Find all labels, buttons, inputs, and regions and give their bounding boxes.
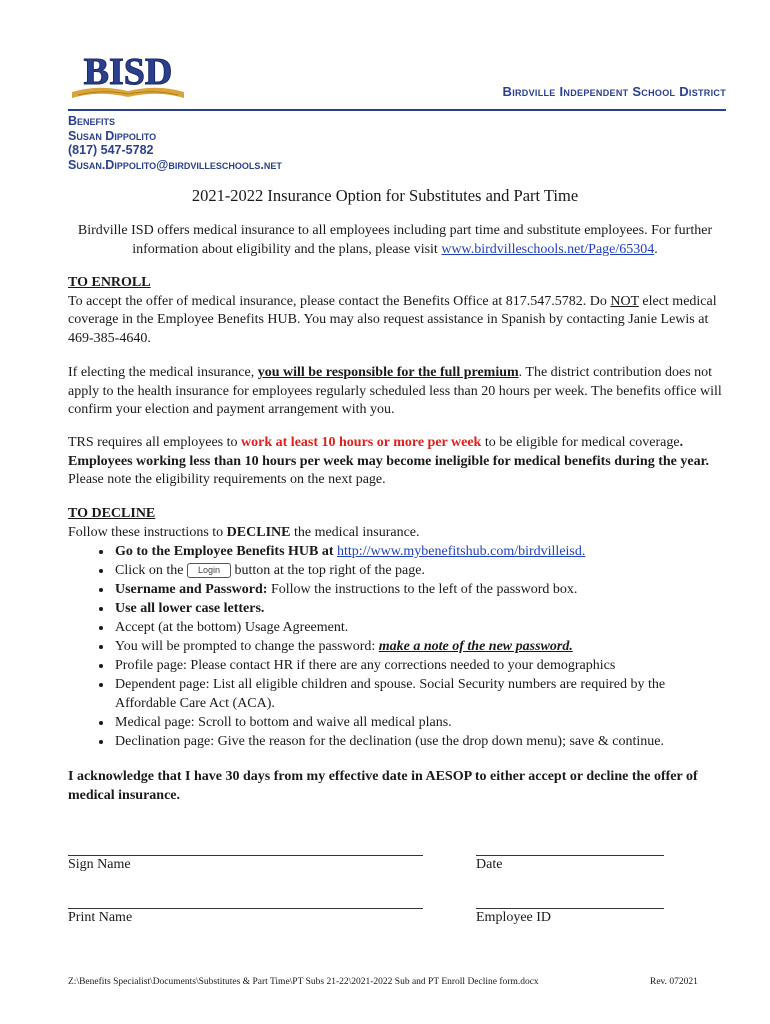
header-divider — [68, 109, 726, 111]
enroll-section — [68, 274, 728, 348]
step6-text: You will be prompted to change the password: — [115, 639, 379, 654]
decline-steps-list — [68, 542, 728, 751]
step4-text: Use all lower case letters. — [115, 601, 265, 616]
step10-text: Declination page: Give the reason for the declination (use the drop down menu); save & continue. — [115, 734, 664, 749]
logo-text: BISD — [83, 51, 173, 93]
trs-note: Please note the eligibility requirements on the next page. — [68, 472, 386, 487]
enroll-heading: TO ENROLL — [68, 275, 151, 290]
decline-intro — [68, 524, 728, 543]
decline-intro-rest: the medical insurance. — [290, 524, 420, 540]
decline-intro-text: Follow these instructions to — [68, 524, 227, 540]
benefits-page-link[interactable]: www.birdvilleschools.net/Page/65304 — [441, 242, 655, 257]
step2-text: Click on the — [115, 563, 187, 578]
sign-name-line[interactable] — [68, 855, 423, 856]
premium-paragraph — [68, 364, 728, 420]
ineligible-warning: . Employees working less than 10 hours per week may become ineligible for medical benefits during the year. — [68, 435, 709, 469]
intro-paragraph — [70, 221, 720, 259]
list-item — [113, 580, 728, 599]
trs-paragraph — [68, 434, 728, 490]
enroll-p1-text: To accept the offer of medical insurance, please contact the Benefits Office at 817.547.5782. Do — [68, 293, 611, 309]
list-item — [113, 637, 728, 656]
employee-id-line[interactable] — [476, 908, 664, 909]
logo-graphic — [68, 46, 188, 104]
enroll-p1-rest: elect medical coverage in the Employee Benefits HUB. You may also request assistance in Spanish by contacting Janie Lewis at 469-385-4640. — [68, 293, 717, 346]
step8-text: Dependent page: List all eligible children and spouse. Social Security numbers are required by the Affordable Care Act (ACA). — [115, 677, 666, 711]
list-item — [113, 656, 728, 675]
premium-text: If electing the medical insurance, — [68, 365, 258, 380]
trs-coverage: to be eligible for medical coverage — [481, 435, 680, 450]
date-label: Date — [476, 857, 503, 872]
intro-end: . — [654, 242, 658, 257]
premium-rest: . The district contribution does not apply to the health insurance for employees regularly scheduled less than 20 hours per week. The benefits office will confirm your election and payment arrangement with you. — [68, 365, 722, 417]
trs-text: TRS requires all employees to — [68, 435, 242, 450]
contact-email[interactable]: Susan.Dippolito@birdvilleschools.net — [68, 157, 282, 172]
step1-text: Go to the Employee Benefits HUB at — [115, 544, 338, 559]
decline-heading: TO DECLINE — [68, 506, 156, 521]
page-title: 2021-2022 Insurance Option for Substitutes and Part Time — [191, 186, 579, 205]
hours-requirement: work at least 10 hours or more per week — [241, 435, 482, 450]
contact-block — [68, 114, 282, 172]
file-path-footer: Z:\Benefits Specialist\Documents\Substitutes & Part Time\PT Subs 21-22\2021-2022 Sub and PT Enroll Decline form.docx — [68, 977, 539, 987]
password-note-emphasis: make a note of the new password. — [378, 639, 573, 654]
step5-text: Accept (at the bottom) Usage Agreement. — [115, 620, 349, 635]
contact-phone: (817) 547-5782 — [68, 143, 154, 157]
intro-text: Birdville ISD offers medical insurance to all employees including part time and substitute employees. For further information about eligibility and the plans, please visit — [77, 223, 713, 257]
department-label: Benefits — [68, 114, 116, 128]
step2-rest: button at the top right of the page. — [230, 563, 425, 578]
decline-emphasis: DECLINE — [226, 524, 291, 540]
decline-section — [68, 505, 728, 751]
benefits-hub-link[interactable]: http://www.mybenefitshub.com/birdvilleisd. — [337, 544, 586, 559]
revision-label: Rev. 072021 — [650, 977, 698, 987]
step3-text: Follow the instructions to the left of the password box. — [267, 582, 578, 597]
employee-id-label: Employee ID — [476, 910, 552, 925]
login-button-illustration: Login — [187, 563, 231, 578]
bisd-logo — [68, 46, 188, 104]
sign-name-label: Sign Name — [68, 857, 131, 872]
acknowledgement-statement: I acknowledge that I have 30 days from my effective date in AESOP to either accept or decline the offer of medical insurance. — [68, 769, 698, 803]
print-name-line[interactable] — [68, 908, 423, 909]
date-line[interactable] — [476, 855, 664, 856]
district-name: Birdville Independent School District — [502, 84, 726, 99]
list-item — [113, 542, 728, 561]
contact-name: Susan Dippolito — [68, 128, 157, 143]
enroll-paragraph-1 — [68, 293, 728, 349]
list-item — [113, 618, 728, 637]
list-item — [113, 675, 728, 713]
step7-text: Profile page: Please contact HR if there are any corrections needed to your demographics — [115, 658, 616, 673]
step9-text: Medical page: Scroll to bottom and waive all medical plans. — [115, 715, 452, 730]
full-premium-emphasis: you will be responsible for the full premium — [257, 365, 519, 380]
list-item — [113, 599, 728, 618]
not-emphasis: NOT — [610, 293, 639, 309]
list-item — [113, 732, 728, 751]
step3-label: Username and Password: — [115, 582, 268, 597]
list-item — [113, 561, 728, 580]
list-item — [113, 713, 728, 732]
print-name-label: Print Name — [68, 910, 133, 925]
